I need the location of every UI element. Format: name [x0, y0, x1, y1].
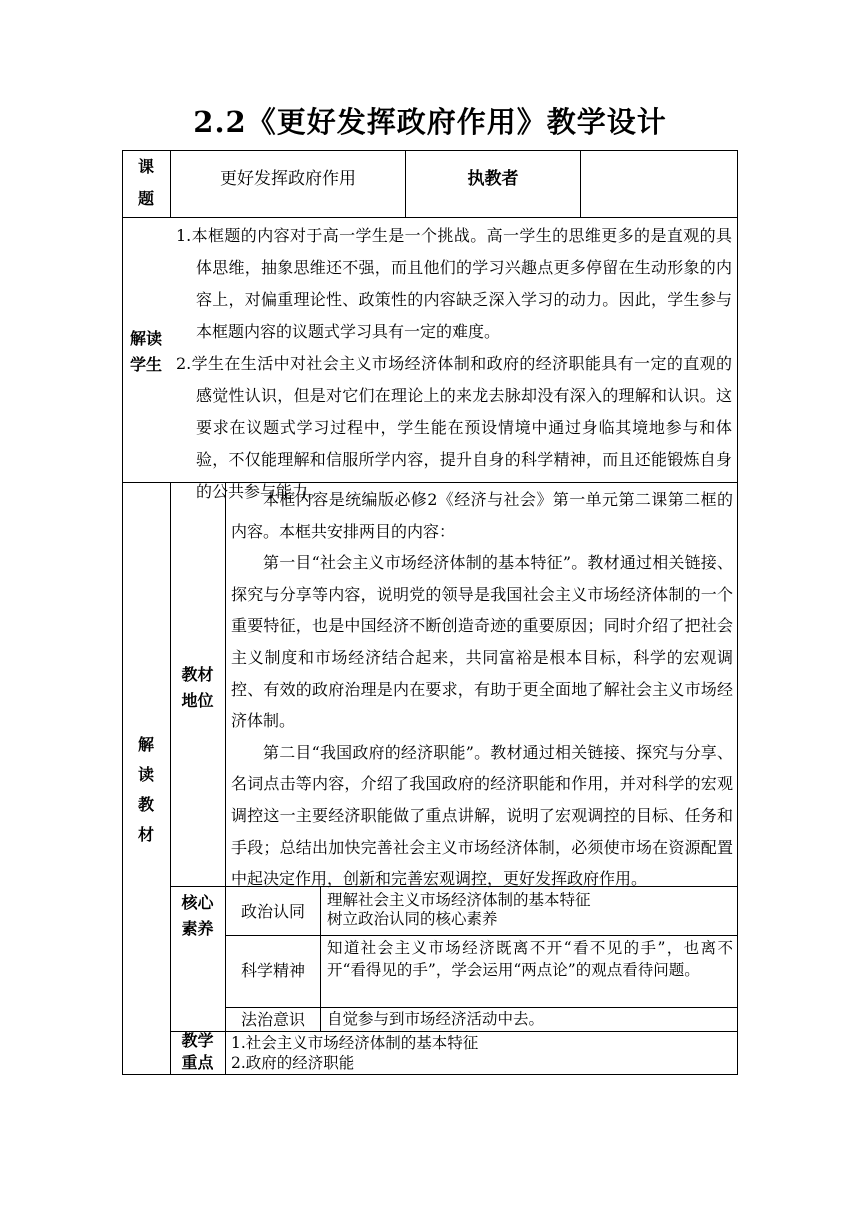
teacher-label: 执教者 [467, 169, 519, 189]
core-row-name: 科学精神 [240, 961, 305, 980]
core-row-name: 法治意识 [240, 1010, 305, 1029]
lesson-plan-table [122, 150, 738, 1075]
key-points-content [231, 1033, 733, 1073]
students-label: 解读 学生 [129, 329, 162, 374]
position-paragraph: 第二目“我国政府的经济职能”。教材通过相关链接、探究与分享、名词点击等内容，介绍了我国政府的经济职能和作用，并对科学的宏观调控这一主要经济职能做了重点讲解，说明了宏观调控的目标、任务和手段；总结出加快完善社会主义市场经济体制，必须使市场在资源配置中起决定作用，创新和完善宏观调控，更好发挥政府作用。 [231, 742, 733, 889]
textbook-label: 解 读 教 材 [137, 735, 154, 844]
key-points-label: 教学 重点 [181, 1031, 214, 1072]
page-title: 2.2《更好发挥政府作用》教学设计 [193, 105, 667, 139]
topic-label: 课 题 [137, 157, 154, 208]
students-content [176, 220, 732, 508]
core-row-name: 政治认同 [240, 902, 305, 921]
key-point: 1.社会主义市场经济体制的基本特征 [231, 1034, 479, 1052]
core-row-detail: 自觉参与到市场经济活动中去。 [327, 1010, 545, 1028]
core-row-detail: 知道社会主义市场经济既离不开“看不见的手”，也离不开“看得见的手”，学会运用“两点论”的观点看待问题。 [327, 939, 733, 979]
position-paragraph: 第一目“社会主义市场经济体制的基本特征”。教材通过相关链接、探究与分享等内容，说明党的领导是我国社会主义市场经济体制的一个重要特征，也是中国经济不断创造奇迹的重要原因；同时介绍了把社会主义制度和市场经济结合起来，共同富裕是根本目标，科学的宏观调控、有效的政府治理是内在要求，有助于更全面地了解社会主义市场经济体制。 [231, 553, 733, 731]
position-content [231, 484, 733, 895]
topic-value: 更好发挥政府作用 [220, 169, 356, 189]
core-label: 核心 素养 [181, 893, 214, 938]
students-item: 1.本框题的内容对于高一学生是一个挑战。高一学生的思维更多的是直观的具体思维，抽象思维还不强，而且他们的学习兴趣点更多停留在生动形象的内容上，对偏重理论性、政策性的内容缺乏深入学习的动力。因此，学生参与本框题内容的议题式学习具有一定的难度。 [176, 226, 732, 341]
students-item: 2.学生在生活中对社会主义市场经济体制和政府的经济职能具有一定的直观的感觉性认识，但是对它们在理论上的来龙去脉却没有深入的理解和认识。这要求在议题式学习过程中，学生能在预设情境中通过身临其境地参与和体验，不仅能理解和信服所学内容，提升自身的科学精神，而且还能锻炼自身的公共参与能力。 [176, 354, 732, 501]
core-row-detail: 理解社会主义市场经济体制的基本特征 树立政治认同的核心素养 [327, 891, 591, 928]
key-point: 2.政府的经济职能 [231, 1054, 355, 1072]
position-label: 教材 地位 [181, 665, 214, 710]
position-paragraph: 本框内容是统编版必修2《经济与社会》第一单元第二课第二框的内容。本框共安排两目的内容： [231, 490, 733, 541]
